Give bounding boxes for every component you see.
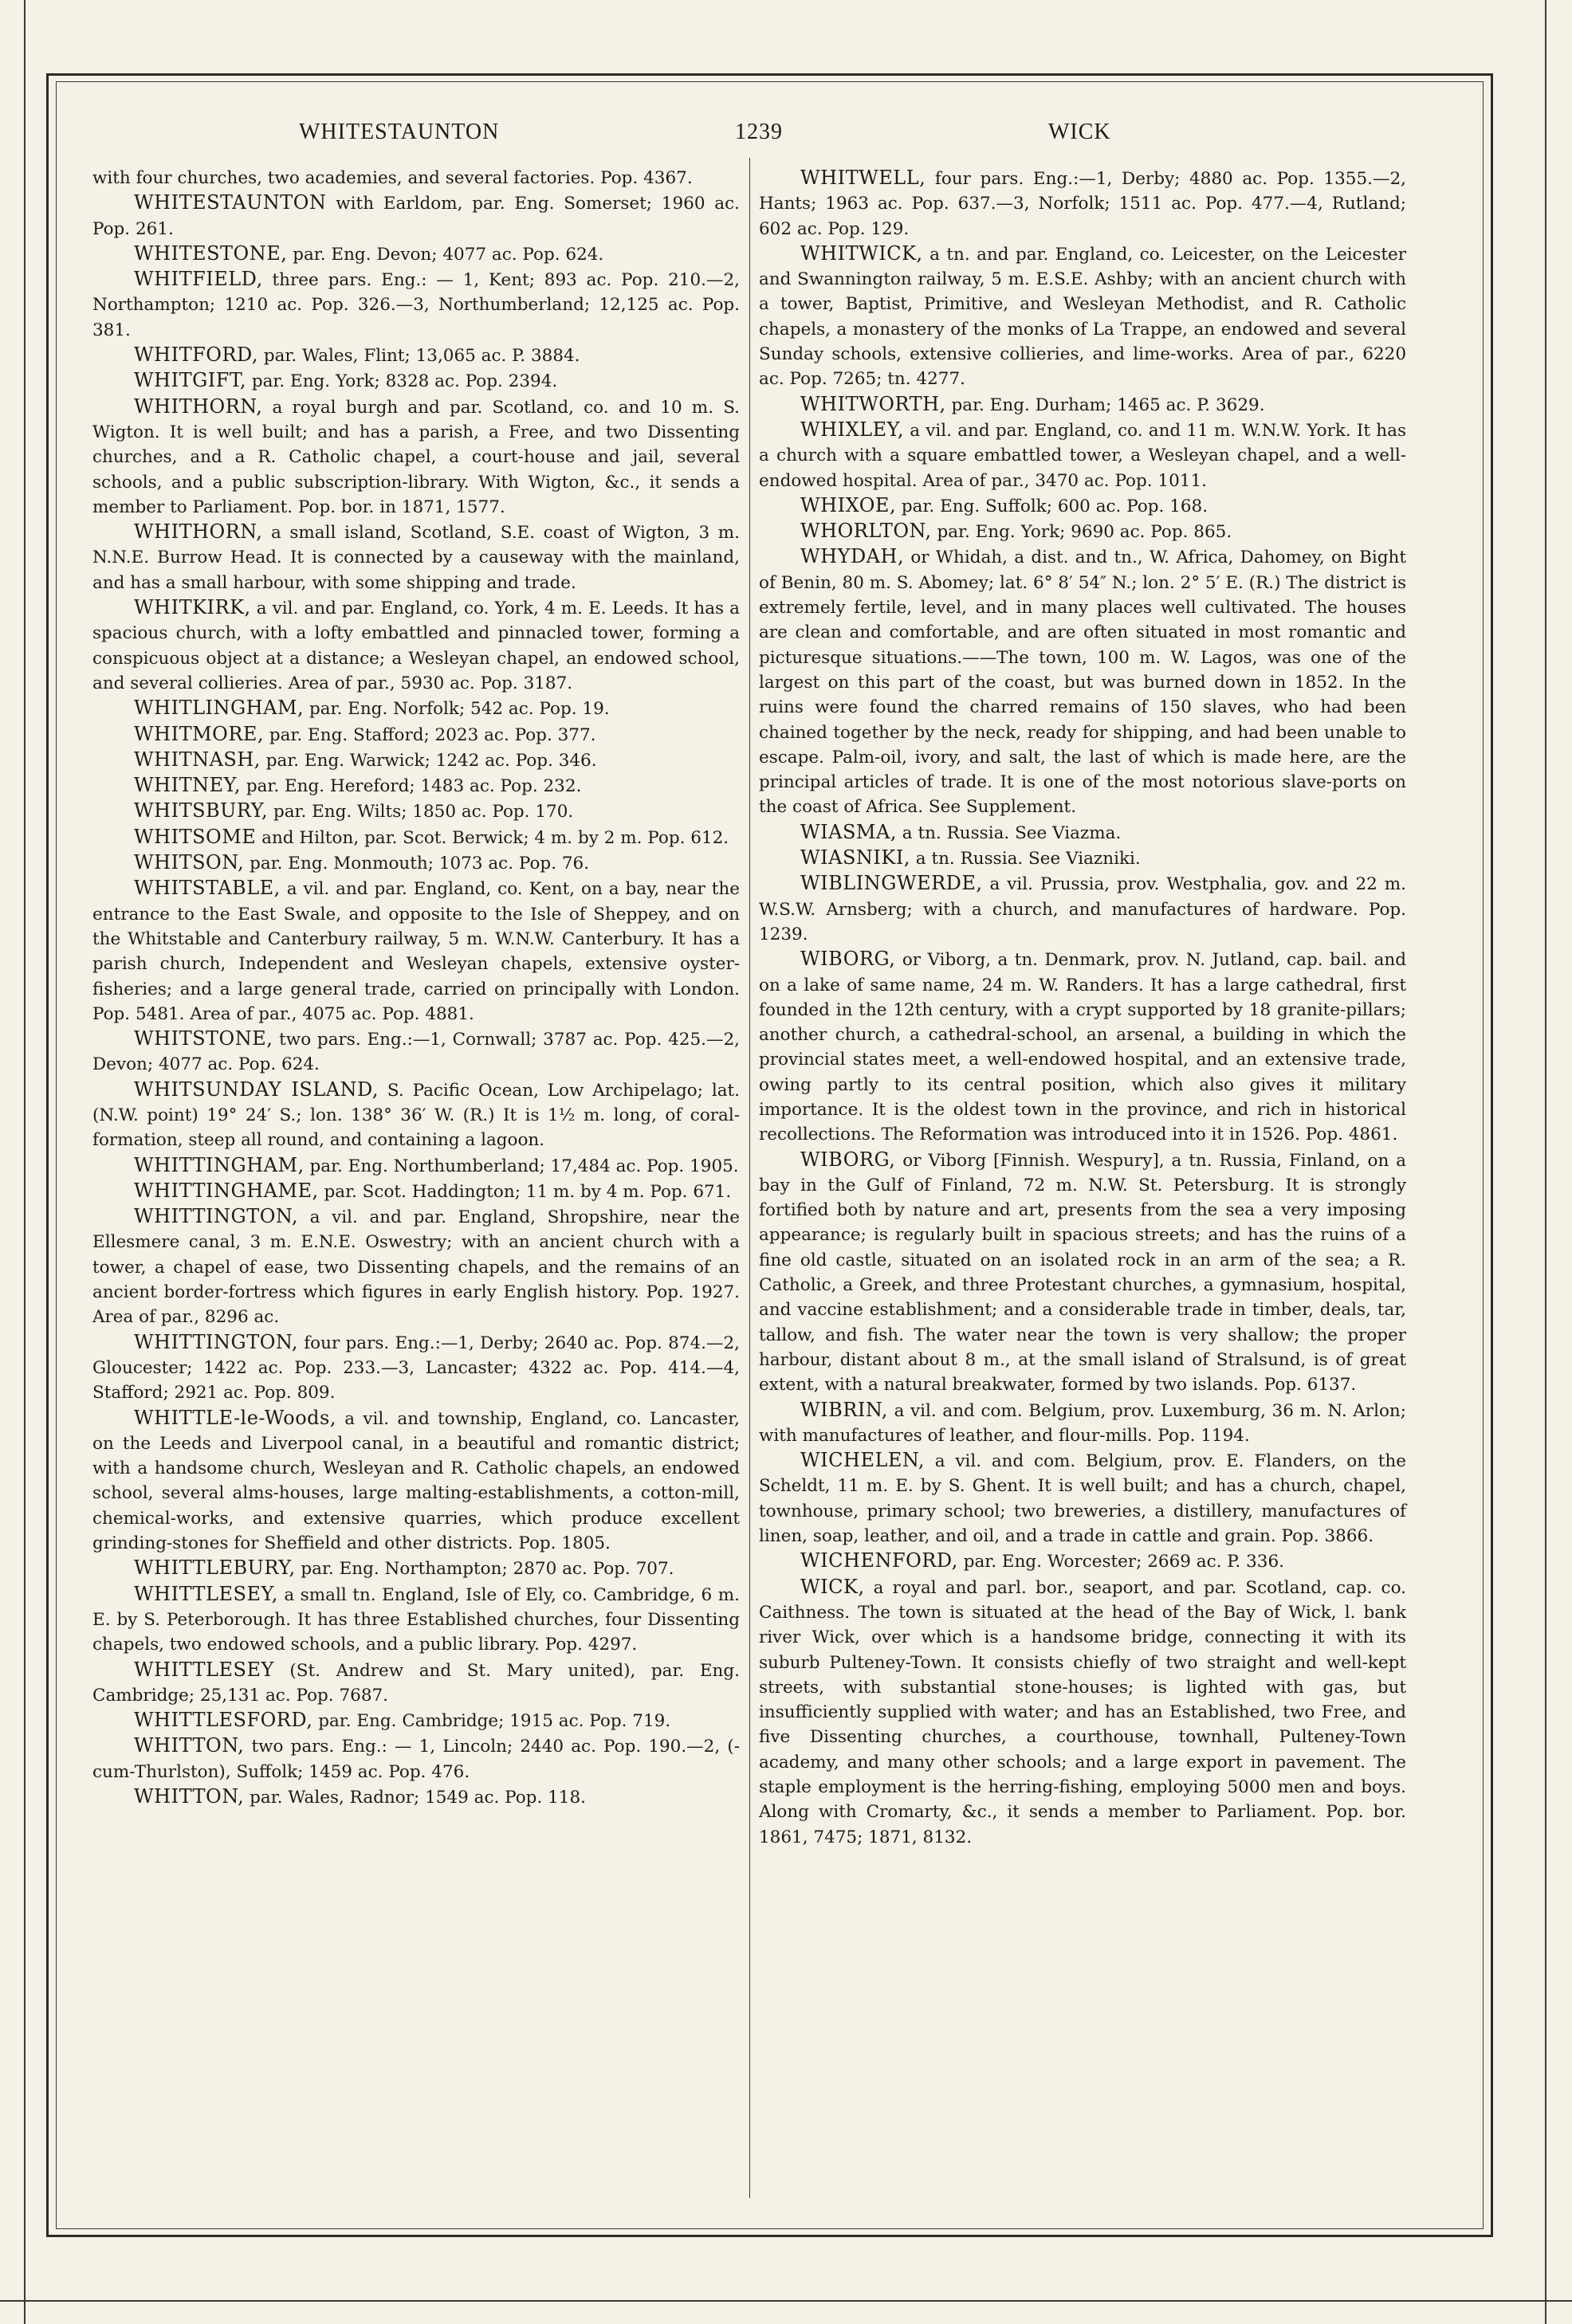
entry-text: par. Eng. Devon; 4077 ac. Pop. 624. [287, 244, 604, 265]
entry-text: par. Eng. Worcester; 2669 ac. P. 336. [957, 1552, 1284, 1572]
entry-text: (St. Andrew and St. Mary united), par. Eng. Cambridge; 25,131 ac. Pop. 7687. [92, 1660, 740, 1706]
gazetteer-entry [92, 166, 740, 190]
bottom-margin-rule [0, 2300, 1572, 2302]
entry-text: par. Eng. Durham; 1465 ac. P. 3629. [945, 395, 1265, 415]
entry-text: par. Eng. Wilts; 1850 ac. Pop. 170. [268, 802, 574, 822]
entry-text: a vil. and par. England, co. Kent, on a bay, near the entrance to the East Swale, and opposite to the Isle of Sheppey, and on the Whitstable and Canterbury railway, 5 m. W.N.W. Canterbury. It has a parish church, Independent and Wesleyan chapels, extensive oyster-fisheries; and a large general trade, carried on principally with London. Pop. 5481. Area of par., 4075 ac. Pop. 4881. [92, 879, 740, 1024]
entry-headword: WHITKIRK, [134, 596, 251, 619]
entry-text: a small island, Scotland, S.E. coast of Wigton, 3 m. N.N.E. Burrow Head. It is connected by a causeway with the mainland, and has a small harbour, with some shipping and trade. [92, 523, 740, 593]
gazetteer-entry [92, 876, 740, 1027]
entry-headword: WHITTLE-le-Woods, [134, 1406, 336, 1429]
entry-headword: WIBORG, [800, 948, 896, 971]
running-header [0, 120, 1572, 151]
gazetteer-entry [92, 395, 740, 520]
entry-headword: WHITTON, [134, 1785, 245, 1808]
entry-text: a vil. and com. Belgium, prov. E. Flanders, on the Scheldt, 11 m. E. by S. Ghent. It is well built; and has a church, chapel, townhouse, primary school; two breweries, a distillery, manufactures of linen, soap, leather, and oil, and a trade in cattle and grain. Pop. 3866. [759, 1451, 1406, 1547]
entry-headword: WIBRIN, [800, 1398, 888, 1421]
page-number: 1239 [735, 120, 783, 144]
entry-text: two pars. Eng.: — 1, Lincoln; 2440 ac. Pop. 190.—2, (-cum-Thurlston), Suffolk; 1459 ac. Pop. 476. [92, 1737, 740, 1782]
gazetteer-entry [759, 544, 1406, 819]
gazetteer-entry [92, 1658, 740, 1709]
gazetteer-entry [92, 267, 740, 343]
entry-headword: WHITSUNDAY ISLAND, [134, 1078, 379, 1101]
gazetteer-entry [92, 1784, 740, 1810]
gazetteer-entry [759, 1549, 1406, 1574]
entry-text: or Viborg, a tn. Denmark, prov. N. Jutland, cap. bail. and on a lake of same name, 24 m. W. Randers. It has a large cathedral, first founded in the 12th century, with a crypt supported by 18 granite-pillars; another church, a cathedral-school, an arsenal, a building in which the provincial states meet, a well-endowed hospital, and an extensive trade, owing partly to its central position, which also gives it military importance. It is the oldest town in the province, and rich in historical recollections. The Reformation was introduced into it in 1526. Pop. 4861. [759, 950, 1406, 1145]
gazetteer-entry [759, 947, 1406, 1147]
entry-text: four pars. Eng.:—1, Derby; 2640 ac. Pop. 874.—2, Gloucester; 1422 ac. Pop. 233.—3, Lancaster; 4322 ac. Pop. 414.—4, Stafford; 2921 ac. Pop. 809. [92, 1333, 740, 1403]
entry-text: par. Eng. York; 8328 ac. Pop. 2394. [246, 371, 558, 392]
entry-text: a royal burgh and par. Scotland, co. and 10 m. S. Wigton. It is well built; and has a parish, a Free, and two Dissenting churches, and a R. Catholic chapel, a court-house and jail, several schools, and a public subscription-library. With Wigton, &c., it sends a member to Parliament. Pop. bor. in 1871, 1577. [92, 397, 740, 517]
entry-headword: WHITNASH, [134, 748, 261, 771]
entry-headword: WHIXOE, [800, 493, 897, 516]
gazetteer-entry [92, 1027, 740, 1078]
right-margin-rule [1545, 0, 1546, 2324]
entry-text: and Hilton, par. Scot. Berwick; 4 m. by 2 m. Pop. 612. [256, 827, 729, 848]
entry-text: par. Wales, Flint; 13,065 ac. P. 3884. [258, 346, 580, 367]
gazetteer-entry [759, 166, 1406, 241]
entry-headword: WHITNEY, [134, 774, 241, 797]
entry-text: par. Eng. Norfolk; 542 ac. Pop. 19. [304, 699, 610, 720]
entry-text: par. Eng. Hereford; 1483 ac. Pop. 232. [240, 776, 582, 797]
gazetteer-entry [92, 850, 740, 876]
entry-text: a vil. and par. England, co. York, 4 m. E. Leeds. It has a spacious church, with a lofty embattled and pinnacled tower, forming a conspicuous object at a distance; a Wesleyan chapel, an endowed school, and several collieries. Area of par., 5930 ac. Pop. 3187. [92, 599, 740, 693]
gazetteer-entry [92, 1733, 740, 1784]
gazetteer-entry [759, 418, 1406, 493]
gazetteer-entry [759, 820, 1406, 846]
entry-headword: WHITSBURY, [134, 799, 269, 822]
entry-headword: WHITHORN, [134, 520, 263, 544]
entry-headword: WHITESTAUNTON [134, 191, 327, 214]
gazetteer-entry [92, 773, 740, 799]
entry-headword: WHITESTONE, [134, 241, 288, 265]
entry-headword: WHITMORE, [134, 722, 265, 745]
entry-text: a small tn. England, Isle of Ely, co. Cambridge, 6 m. E. by S. Peterborough. It has three Established churches, four Dissenting chapels, two endowed schools, and a public library. Pop. 4297. [92, 1584, 740, 1655]
left-column [92, 166, 740, 1810]
entry-headword: WHITWORTH, [800, 392, 946, 415]
entry-text: a vil. and com. Belgium, prov. Luxemburg, 36 m. N. Arlon; with manufactures of leather, and flour-mills. Pop. 1194. [759, 1400, 1406, 1446]
gazetteer-entry [92, 1556, 740, 1581]
entry-text: par. Wales, Radnor; 1549 ac. Pop. 118. [244, 1788, 586, 1808]
gazetteer-entry [92, 241, 740, 267]
gazetteer-entry [92, 825, 740, 850]
entry-headword: WICK, [800, 1575, 865, 1598]
left-margin-rule [24, 0, 26, 2324]
entry-headword: WHIXLEY, [800, 418, 904, 441]
entry-headword: WHORLTON, [800, 520, 932, 543]
gazetteer-entry [92, 1078, 740, 1153]
entry-headword: WIASNIKI, [800, 846, 910, 870]
entry-headword: WHYDAH, [800, 545, 905, 568]
entry-headword: WHITFIELD, [134, 268, 263, 291]
entry-headword: WHITTLEBURY, [134, 1557, 296, 1580]
gazetteer-entry [759, 1448, 1406, 1549]
entry-headword: WHITTINGHAM, [134, 1153, 305, 1176]
entry-text: a tn. and par. England, co. Leicester, on the Leicester and Swannington railway, 5 m. E.S.E. Ashby; with an ancient church with a tower, Baptist, Primitive, and Wesleyan Methodist, and R. Catholic chapels, a monastery of the monks of La Trappe, an endowed and several Sunday schools, extensive collieries, and lime-works. Area of par., 6220 ac. Pop. 7265; tn. 4277. [759, 244, 1406, 390]
entry-headword: WIBLINGWERDE, [800, 872, 983, 895]
gazetteer-entry [92, 799, 740, 824]
gazetteer-entry [92, 1204, 740, 1329]
entry-text: or Viborg [Finnish. Wespury], a tn. Russia, Finland, on a bay in the Gulf of Finland, 72 m. N.W. St. Petersburg. It is strongly fortified both by nature and art, presents from the sea a very imposing appearance; is regularly built in spacious streets; and has the ruins of a fine old castle, situated on an isolated rock in an arm of the sea; a R. Catholic, a Greek, and three Protestant churches, a gymnasium, hospital, and vaccine establishment; and a considerable trade in timber, deals, tar, tallow, and fish. The water near the town is very shallow; the proper harbour, distant about 8 m., at the small island of Stralsund, is of great extent, with a natural breakwater, formed by two islands. Pop. 6137. [759, 1150, 1406, 1396]
entry-headword: WHITHORN, [134, 395, 263, 418]
entry-headword: WHITTINGHAME, [134, 1179, 319, 1202]
entry-text: par. Eng. Suffolk; 600 ac. Pop. 168. [896, 496, 1208, 516]
gazetteer-entry [92, 1406, 740, 1557]
entry-headword: WHITSOME [134, 825, 257, 848]
gazetteer-entry [92, 1153, 740, 1179]
gazetteer-entry [92, 1582, 740, 1658]
entry-text: with Earldom, par. Eng. Somerset; 1960 ac. Pop. 261. [92, 194, 740, 239]
entry-text: par. Eng. Stafford; 2023 ac. Pop. 377. [264, 724, 596, 745]
entry-headword: WHITTLESFORD, [134, 1709, 313, 1732]
entry-text: a royal and parl. bor., seaport, and par. Scotland, cap. co. Caithness. The town is situated at the head of the Bay of Wick, l. bank river Wick, over which is a handsome bridge, connecting it with its suburb Pulteney-Town. It consists chiefly of two straight and well-kept streets, with substantial stone-houses; is lighted with gas, but insufficiently supplied with water; and has an Established, two Free, and five Dissenting churches, a courthouse, townhall, Pulteney-Town academy, and many other schools; and a large export in pavement. The staple employment is the herring-fishing, employing 5000 men and boys. Along with Cromarty, &c., it sends a member to Parliament. Pop. bor. 1861, 7475; 1871, 8132. [759, 1577, 1406, 1847]
gazetteer-entry [759, 871, 1406, 947]
entry-headword: WHITSON, [134, 851, 245, 874]
gazetteer-entry [759, 1398, 1406, 1449]
entry-headword: WHITTLESEY [134, 1658, 274, 1681]
entry-headword: WHITTINGTON, [134, 1205, 298, 1228]
entry-text: a tn. Russia. See Viazniki. [910, 849, 1141, 870]
entry-headword: WHITTON, [134, 1734, 245, 1757]
entry-headword: WHITLINGHAM, [134, 697, 305, 720]
column-divider [749, 158, 750, 2198]
header-right-headword: WICK [1048, 120, 1111, 144]
entry-headword: WHITWELL, [800, 167, 926, 189]
gazetteer-entry [92, 190, 740, 241]
header-left-headword: WHITESTAUNTON [299, 120, 500, 144]
entry-text: S. Pacific Ocean, Low Archipelago; lat. (N.W. point) 19° 24′ S.; lon. 138° 36′ W. (R.) It is 1½ m. long, of coral-formation, steep all round, and containing a lagoon. [92, 1080, 740, 1151]
entry-text: a vil. and township, England, co. Lancaster, on the Leeds and Liverpool canal, in a beautiful and romantic district; with a handsome church, Wesleyan and R. Catholic chapels, an endowed school, several alms-houses, large malting-establishments, a cotton-mill, chemical-works, and extensive quarries, which produce excellent grinding-stones for Sheffield and other districts. Pop. 1805. [92, 1408, 740, 1554]
entry-text: par. Eng. York; 9690 ac. Pop. 865. [931, 522, 1232, 543]
entry-headword: WHITFORD, [134, 343, 258, 367]
gazetteer-entry [759, 1148, 1406, 1398]
entry-text: par. Eng. Monmouth; 1073 ac. Pop. 76. [244, 854, 590, 874]
gazetteer-entry [92, 1708, 740, 1733]
gazetteer-entry [92, 696, 740, 721]
entry-text: three pars. Eng.: — 1, Kent; 893 ac. Pop. 210.—2, Northampton; 1210 ac. Pop. 326.—3, Northumberland; 12,125 ac. Pop. 381. [92, 270, 740, 340]
entry-headword: WHITGIFT, [134, 369, 246, 392]
entry-text: two pars. Eng.:—1, Cornwall; 3787 ac. Pop. 425.—2, Devon; 4077 ac. Pop. 624. [92, 1030, 740, 1075]
entry-text: a vil. and par. England, Shropshire, near the Ellesmere canal, 3 m. E.N.E. Oswestry; with an ancient church with a tower, a chapel of ease, two Dissenting chapels, and the remains of an ancient border-fortress which figures in early English history. Pop. 1927. Area of par., 8296 ac. [92, 1207, 740, 1328]
entry-headword: WHITSTABLE, [134, 877, 281, 900]
gazetteer-entry [759, 493, 1406, 519]
right-column [759, 166, 1406, 1850]
entry-text: a vil. and par. England, co. and 11 m. W.N.W. York. It has a church with a square embattled tower, a Wesleyan chapel, and a well-endowed hospital. Area of par., 3470 ac. Pop. 1011. [759, 420, 1406, 491]
entry-text: par. Eng. Cambridge; 1915 ac. Pop. 719. [312, 1711, 671, 1732]
entry-headword: WHITTINGTON, [134, 1330, 298, 1353]
gazetteer-entry [92, 343, 740, 368]
entry-headword: WICHENFORD, [800, 1549, 958, 1572]
gazetteer-entry [759, 519, 1406, 544]
gazetteer-entry [759, 1575, 1406, 1850]
entry-text: a vil. Prussia, prov. Westphalia, gov. and 22 m. W.S.W. Arnsberg; with a church, and manufactures of hardware. Pop. 1239. [759, 874, 1406, 944]
entry-text: par. Eng. Northumberland; 17,484 ac. Pop. 1905. [304, 1156, 739, 1176]
gazetteer-entry [92, 1330, 740, 1406]
entry-text: par. Eng. Warwick; 1242 ac. Pop. 346. [260, 750, 597, 771]
entry-text: a tn. Russia. See Viazma. [896, 822, 1122, 843]
entry-headword: WIASMA, [800, 820, 897, 843]
entry-text: or Whidah, a dist. and tn., W. Africa, Dahomey, on Bight of Benin, 80 m. S. Abomey; lat. 6° 8′ 54″ N.; lon. 2° 5′ E. (R.) The district is extremely fertile, level, and in many places well cultivated. The houses are clean and comfortable, and are often situated in most romantic and picturesque situations.——The town, 100 m. W. Lagos, was one of the largest on this part of the coast, but was burned down in 1852. In the ruins were found the charred remains of 150 slaves, who had been chained together by the neck, ready for shipping, and had been unable to escape. Palm-oil, ivory, and salt, the last of which is made here, are the principal articles of trade. It is one of the most notorious slave-ports on the coast of Africa. See Supplement. [759, 548, 1406, 818]
entry-headword: WICHELEN, [800, 1449, 926, 1472]
gazetteer-entry [759, 241, 1406, 392]
entry-text: par. Scot. Haddington; 11 m. by 4 m. Pop. 671. [318, 1181, 732, 1202]
entry-text: with four churches, two academies, and several factories. Pop. 4367. [92, 168, 693, 188]
gazetteer-entry [92, 595, 740, 696]
entry-headword: WIBORG, [800, 1148, 896, 1171]
entry-headword: WHITWICK, [800, 241, 923, 265]
gazetteer-entry [92, 748, 740, 773]
gazetteer-entry [759, 392, 1406, 418]
entry-text: par. Eng. Northampton; 2870 ac. Pop. 707. [295, 1559, 674, 1580]
gazetteer-entry [92, 520, 740, 595]
entry-headword: WHITSTONE, [134, 1027, 273, 1050]
gazetteer-entry [92, 368, 740, 394]
gazetteer-entry [92, 722, 740, 748]
entry-headword: WHITTLESEY, [134, 1582, 278, 1605]
entry-text: four pars. Eng.:—1, Derby; 4880 ac. Pop. 1355.—2, Hants; 1963 ac. Pop. 637.—3, Norfolk; 1511 ac. Pop. 477.—4, Rutland; 602 ac. Pop. 129. [759, 169, 1406, 239]
gazetteer-entry [92, 1179, 740, 1204]
gazetteer-entry [759, 846, 1406, 871]
